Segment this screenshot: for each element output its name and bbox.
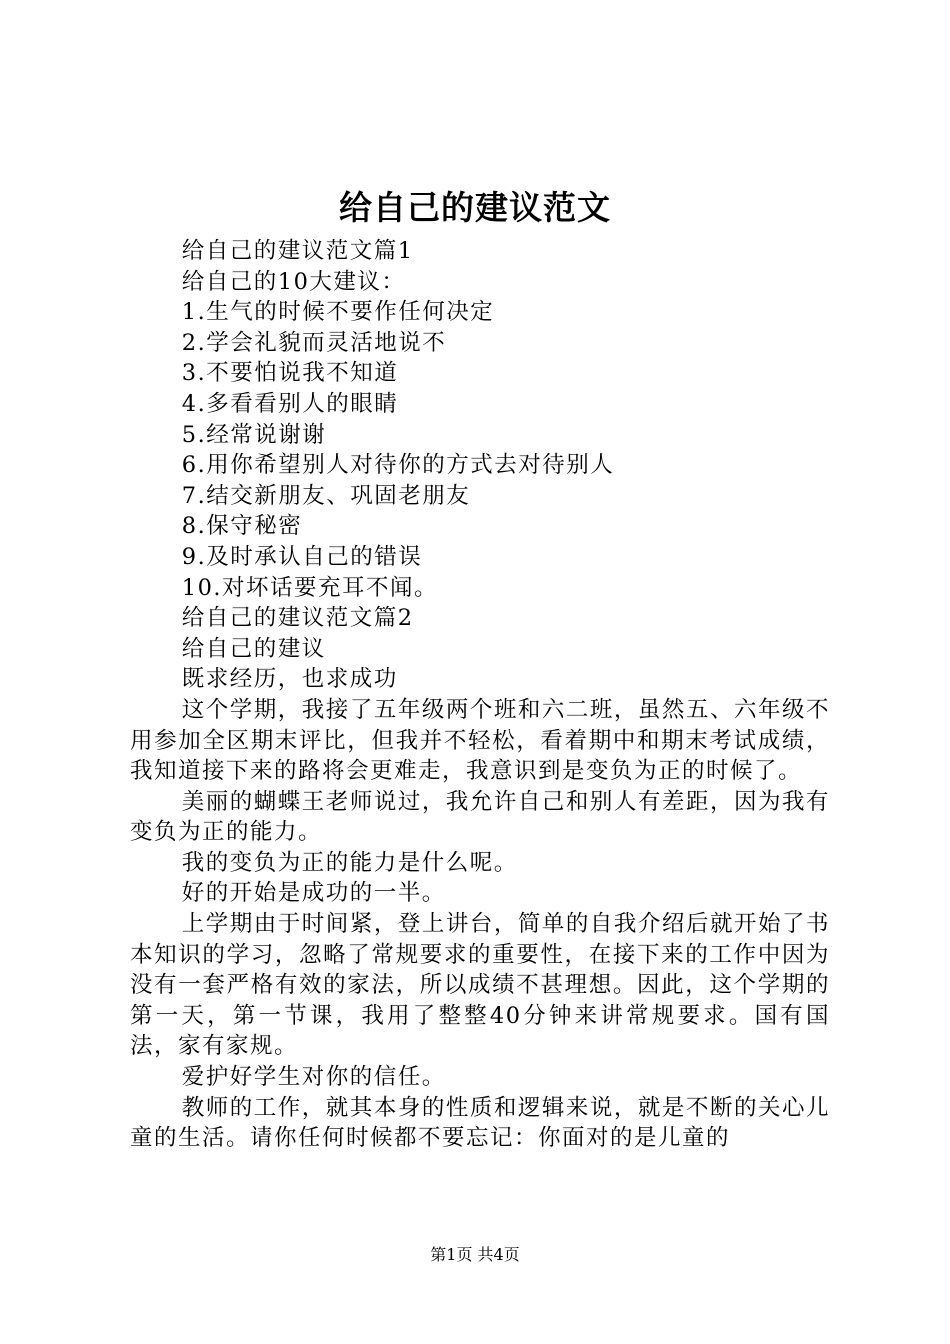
- paragraph: 给自己的10大建议：: [181, 268, 406, 295]
- paragraph: 给自己的建议范文篇2: [181, 605, 414, 632]
- document-body: [130, 236, 830, 1154]
- paragraph: 教师的工作，就其本身的性质和逻辑来说，就是不断的关心儿童的生活。请你任何时候都不要忘记：你面对的是儿童的: [130, 1094, 830, 1152]
- list-item: 8.保守秘密: [181, 513, 303, 540]
- list-item: 9.及时承认自己的错误: [181, 543, 423, 570]
- paragraph: 我的变负为正的能力是什么呢。: [181, 849, 518, 876]
- paragraph: 这个学期，我接了五年级两个班和六二班，虽然五、六年级不用参加全区期末评比，但我并不轻松，看着期中和期末考试成绩，我知道接下来的路将会更难走，我意识到是变负为正的时候了。: [130, 696, 830, 785]
- list-item: 4.多看看别人的眼睛: [181, 390, 399, 417]
- list-item: 1.生气的时候不要作任何决定: [181, 299, 495, 326]
- list-item: 2.学会礼貌而灵活地说不: [181, 329, 447, 356]
- paragraph: 既求经历，也求成功: [181, 666, 398, 693]
- paragraph: 好的开始是成功的一半。: [181, 880, 446, 907]
- paragraph: 给自己的建议范文篇1: [181, 238, 414, 264]
- paragraph: 爱护好学生对你的信任。: [181, 1064, 446, 1091]
- paragraph: 给自己的建议: [181, 635, 326, 662]
- page-footer: 第1页 共4页: [430, 1245, 520, 1264]
- list-item: 5.经常说谢谢: [181, 421, 327, 448]
- list-item: 6.用你希望别人对待你的方式去对待别人: [181, 452, 615, 479]
- list-item: 10.对坏话要充耳不闻。: [181, 574, 439, 601]
- list-item: 3.不要怕说我不知道: [181, 360, 399, 387]
- list-item: 7.结交新朋友、巩固老朋友: [181, 482, 471, 509]
- paragraph: 美丽的蝴蝶王老师说过，我允许自己和别人有差距，因为我有变负为正的能力。: [130, 788, 830, 846]
- document-title: 给自己的建议范文: [339, 188, 611, 227]
- paragraph: 上学期由于时间紧，登上讲台，简单的自我介绍后就开始了书本知识的学习，忽略了常规要求的重要性，在接下来的工作中因为没有一套严格有效的家法，所以成绩不甚理想。因此，这个学期的第一天，第一节课，我用了整整40分钟来讲常规要求。国有国法，家有家规。: [130, 911, 830, 1060]
